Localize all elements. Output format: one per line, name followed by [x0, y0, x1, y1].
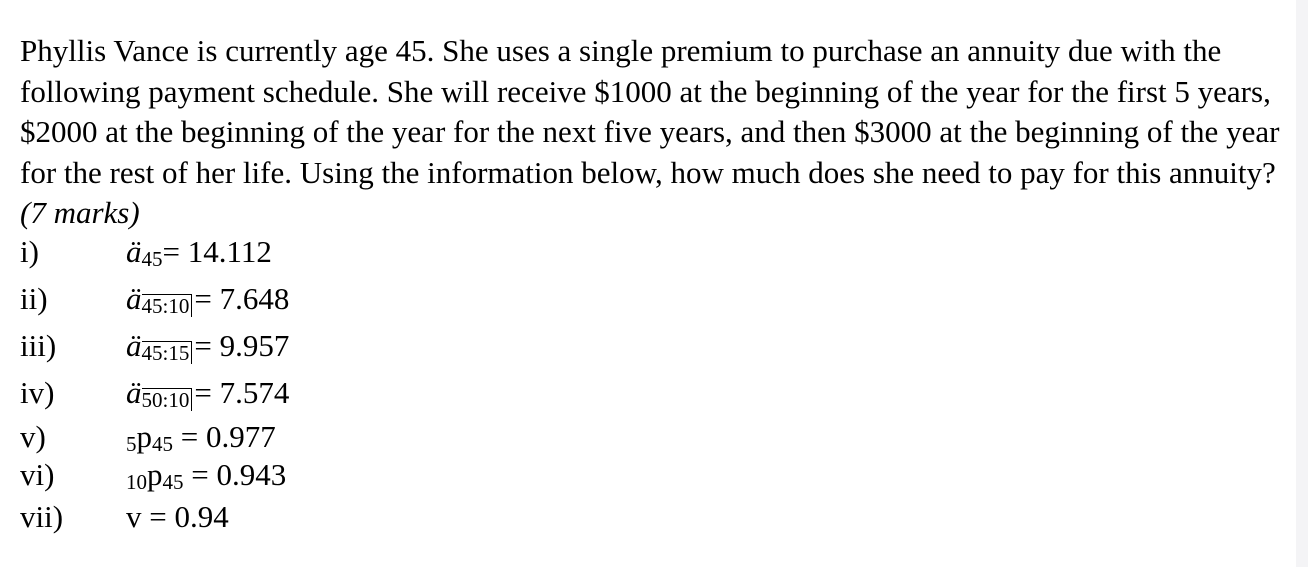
subscript: 45 [162, 470, 184, 494]
value: = 7.648 [194, 281, 290, 316]
subscript-angle: 45:15 [142, 341, 193, 364]
item-number: v) [20, 419, 46, 454]
marks-label: (7 marks) [20, 195, 140, 231]
value: = 7.574 [194, 375, 290, 410]
discount-expression: v = 0.94 [126, 499, 229, 534]
annuity-symbol: ä [126, 234, 142, 269]
survival-symbol: p [147, 457, 163, 492]
annuity-expression [126, 328, 289, 364]
prefix-subscript: 10 [126, 470, 147, 494]
subscript-angle: 45:10 [142, 294, 193, 317]
survival-symbol: p [136, 419, 152, 454]
subscript: 45 [152, 432, 173, 456]
annuity-symbol: ä [126, 375, 142, 410]
list-item [20, 328, 289, 375]
annuity-expression [126, 281, 289, 317]
list-item [20, 457, 289, 499]
value: = 14.112 [162, 234, 272, 269]
survival-expression [126, 457, 286, 495]
value: = 0.977 [173, 419, 276, 454]
subscript: 45 [141, 247, 163, 271]
item-number: iii) [20, 328, 57, 363]
item-number: vii) [20, 499, 64, 534]
value: = 9.957 [194, 328, 290, 363]
item-number: ii) [20, 281, 48, 316]
annuity-symbol: ä [126, 328, 142, 363]
item-number: i) [20, 234, 39, 269]
list-item [20, 419, 289, 457]
item-number: iv) [20, 375, 55, 410]
problem-statement [20, 31, 1300, 234]
annuity-expression [126, 375, 289, 411]
list-item [20, 281, 289, 328]
given-values-list [20, 234, 289, 541]
problem-text: Phyllis Vance is currently age 45. She uses a single premium to purchase an annuity due with the following payment schedule. She will receive $1000 at the beginning of the year for the first 5 years, $2000 at the beginning of the year for the next five years, and then $3000 at the beginning of the year for the rest of her life. Using the information below, how much does she need to pay for this annuity? [20, 33, 1280, 190]
list-item [20, 375, 289, 419]
value: = 0.943 [183, 457, 287, 492]
prefix-subscript: 5 [126, 432, 137, 456]
subscript-angle: 50:10 [142, 388, 193, 411]
list-item [20, 499, 289, 541]
item-number: vi) [20, 457, 55, 492]
survival-expression [126, 419, 276, 457]
annuity-expression [126, 234, 272, 272]
annuity-symbol: ä [126, 281, 142, 316]
list-item [20, 234, 289, 281]
